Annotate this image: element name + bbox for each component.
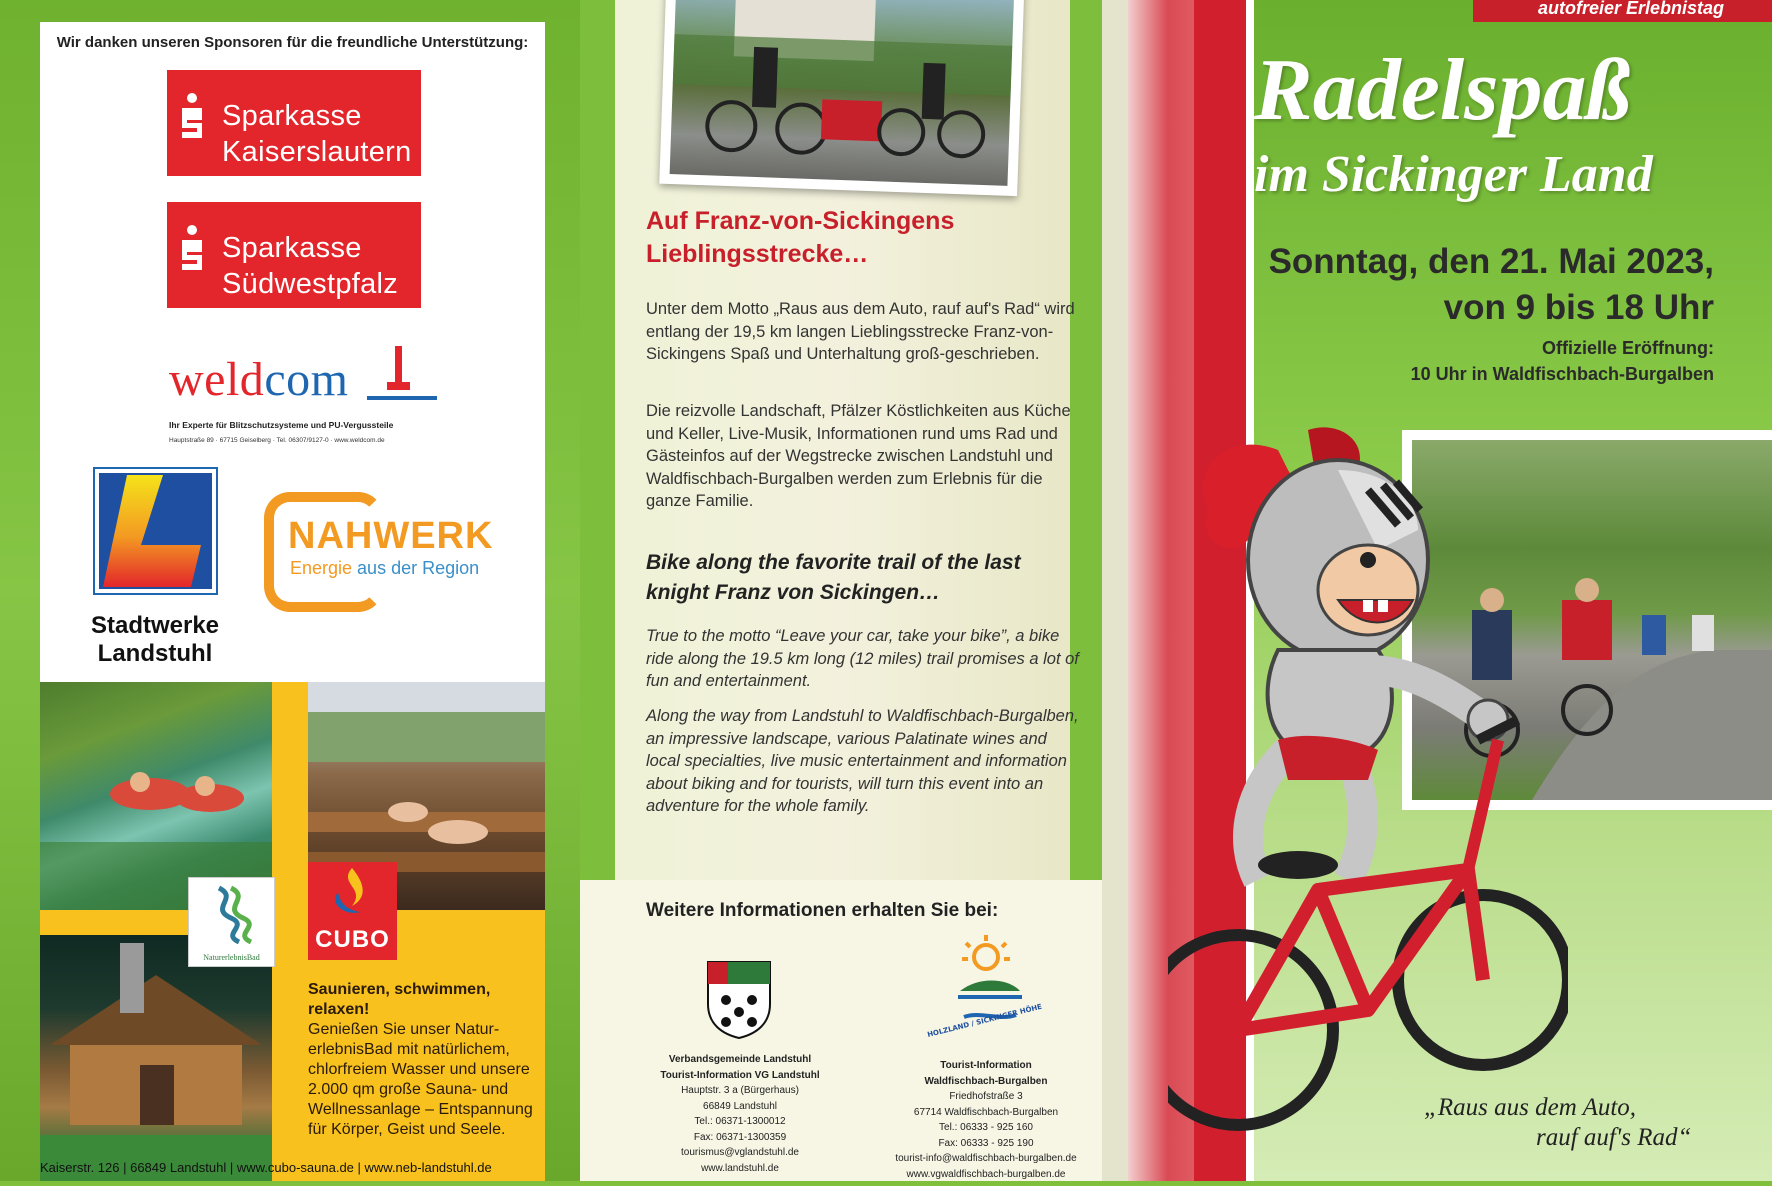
green-margin bbox=[580, 0, 615, 880]
weldcom-tagline: Ihr Experte für Blitzschutzsysteme und PU-Vergussteile bbox=[169, 420, 394, 430]
sparkasse-kaiserslautern-logo bbox=[167, 70, 421, 176]
holzland-logo bbox=[920, 935, 1050, 1050]
svg-text:HOLZLAND / SICKINGER HÖHE: HOLZLAND / SICKINGER HÖHE bbox=[926, 1002, 1043, 1039]
stripe-decoration bbox=[1102, 0, 1128, 1181]
cubo-text bbox=[308, 980, 538, 1140]
weldcom-logo bbox=[167, 332, 457, 452]
event-banner: autofreier Erlebnistag bbox=[1473, 0, 1772, 22]
website-link[interactable]: www.vgwaldfischbach-burgalben.de bbox=[906, 1168, 1066, 1180]
paragraph-en-1: True to the motto “Leave your car, take your bike”, a bike ride along the 19.5 km long (12 miles) trail promises a lot of fun and entertainment. bbox=[646, 627, 1079, 690]
cubo-body: Genießen Sie unser Natur-erlebnisBad mit natürlichem, chlorfreiem Wasser und unsere 2.000 qm große Sauna- und Wellnessanlage – Entspannung für Körper, Geist und Seele. bbox=[308, 1021, 533, 1138]
opening-details: 10 Uhr in Waldfischbach-Burgalben bbox=[1410, 364, 1714, 384]
flame-icon bbox=[308, 862, 397, 922]
coat-of-arms-icon bbox=[706, 960, 772, 1040]
weldcom-name-a: weld bbox=[169, 353, 265, 406]
motto-line-1: „Raus aus dem Auto, bbox=[1424, 1094, 1637, 1121]
nahwerk-tagline: Energie aus der Region bbox=[290, 558, 480, 578]
paragraph-en-2: Along the way from Landstuhl to Waldfischbach-Burgalben, an impressive landscape, various Palatinate wines and local specialties, live music entertainment and information about biking and for tourists, will turn this event into an adventure for the whole family. bbox=[646, 707, 1079, 815]
log-cabin-icon bbox=[40, 935, 272, 1181]
event-photo bbox=[659, 0, 1024, 196]
sparkasse-name: Sparkasse bbox=[222, 100, 362, 132]
motto-line-2: rauf auf's Rad“ bbox=[1536, 1124, 1692, 1151]
opening-label: Offizielle Eröffnung: bbox=[1542, 338, 1714, 358]
sparkasse-s-icon bbox=[179, 224, 205, 272]
sparkasse-region: Kaiserslautern bbox=[222, 136, 412, 168]
waves-icon bbox=[189, 878, 274, 948]
sparkasse-name: Sparkasse bbox=[222, 232, 362, 264]
sparkasse-region: Südwestpfalz bbox=[222, 268, 399, 300]
weldcom-mark-icon bbox=[367, 346, 437, 416]
event-date: Sonntag, den 21. Mai 2023, bbox=[1268, 242, 1714, 281]
heading-en: Bike along the favorite trail of the last knight Franz von Sickingen… bbox=[646, 551, 1021, 604]
nahwerk-name: NAHWERK bbox=[288, 515, 494, 557]
sparkasse-suedwestpfalz-logo bbox=[167, 202, 421, 308]
paragraph-de-1: Unter dem Motto „Raus aus dem Auto, rauf auf's Rad“ wird entlang der 19,5 km langen Lieblingsstrecke Franz-von-Sickingens Spaß und Unterhaltung groß-geschrieben. bbox=[646, 300, 1075, 363]
sponsor-card bbox=[40, 22, 545, 682]
sparkasse-s-icon bbox=[179, 92, 205, 140]
website-link[interactable]: www.landstuhl.de bbox=[701, 1162, 779, 1174]
cubo-footer: Kaiserstr. 126 | 66849 Landstuhl | www.cubo-sauna.de | www.neb-landstuhl.de bbox=[40, 1160, 492, 1175]
weldcom-name-b: com bbox=[264, 353, 349, 406]
cubo-logo: CUBO bbox=[308, 862, 397, 960]
event-subtitle: im Sickinger Land bbox=[1254, 146, 1653, 203]
email-link[interactable]: tourist-info@waldfischbach-burgalben.de bbox=[895, 1153, 1077, 1164]
event-title: Radelspaß bbox=[1254, 42, 1631, 139]
contact-vg-landstuhl: Verbandsgemeinde Landstuhl Tourist-Information VG Landstuhl Hauptstr. 3 a (Bürgerhaus) 66849 Landstuhl Tel.: 06371-1300012 Fax: 06371-1300359 tourismus@vglandstuhl.de www.landstuhl.de bbox=[620, 1052, 860, 1176]
paragraph-de-2: Die reizvolle Landschaft, Pfälzer Köstlichkeiten aus Küche und Keller, Live-Musik, Informationen rund ums Rad und Gästeinfos auf der Wegstrecke zwischen Landstuhl und Waldfischbach-Burgalben werden zum Erlebnis für die ganze Familie. bbox=[646, 402, 1071, 510]
cubo-headline: Saunieren, schwimmen, relaxen! bbox=[308, 981, 491, 1018]
info-heading: Weitere Informationen erhalten Sie bei: bbox=[646, 900, 999, 921]
sponsor-thanks: Wir danken unseren Sponsoren für die freundliche Unterstützung: bbox=[56, 34, 529, 51]
nahwerk-logo bbox=[260, 470, 530, 615]
stadtwerke-logo-icon bbox=[93, 467, 218, 595]
naturerlebnisbad-logo: NaturerlebnisBad bbox=[188, 877, 275, 967]
stadtwerke-name: Stadtwerke Landstuhl bbox=[90, 612, 220, 667]
email-link[interactable]: tourismus@vglandstuhl.de bbox=[681, 1147, 799, 1158]
knight-mascot-icon bbox=[1168, 410, 1568, 1181]
contact-waldfischbach: Tourist-Information Waldfischbach-Burgalben Friedhofstraße 3 67714 Waldfischbach-Burgalben Tel.: 06333 - 925 160 Fax: 06333 - 925 190 tourist-info@waldfischbach-burgalben.de www.vgwaldfischbach-burgalben.de bbox=[866, 1058, 1106, 1182]
heading-de: Auf Franz-von-Sickingens Lieblingsstrecke… bbox=[646, 207, 955, 268]
swimmers-icon bbox=[40, 682, 272, 910]
water-slide-photo bbox=[40, 682, 272, 910]
sauna-hut-photo bbox=[40, 935, 272, 1181]
cubo-advert bbox=[40, 682, 545, 1181]
sun-hills-icon bbox=[920, 935, 1050, 1050]
event-time: von 9 bis 18 Uhr bbox=[1443, 288, 1714, 327]
weldcom-address: Hauptstraße 89 · 67715 Geiselberg · Tel. 06307/9127-0 · www.weldcom.de bbox=[169, 437, 385, 444]
cyclists-icon bbox=[670, 0, 1015, 186]
